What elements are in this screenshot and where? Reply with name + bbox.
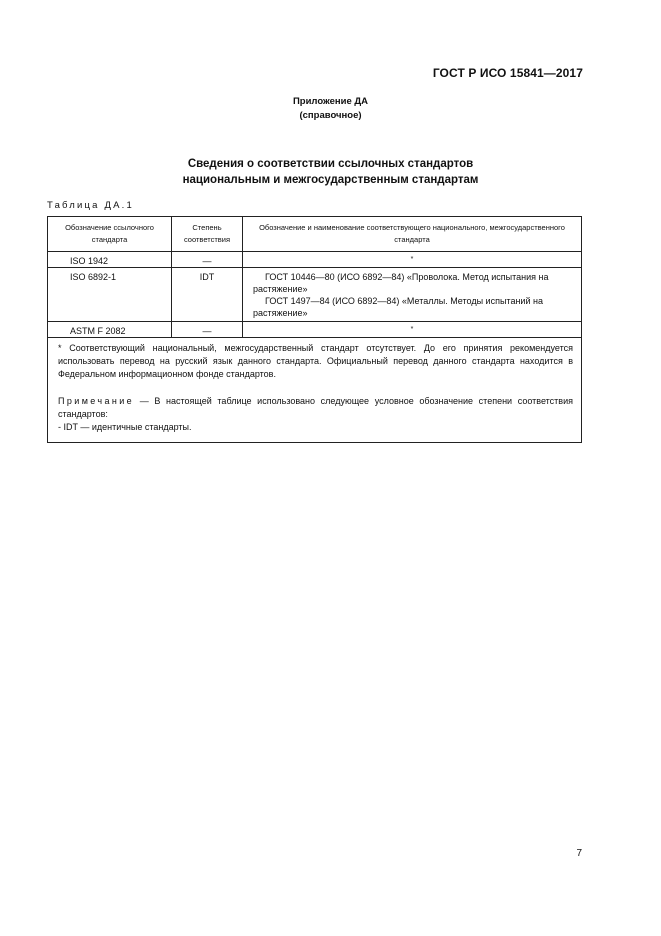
cell-reference: * [243, 322, 582, 338]
cell-degree: IDT [172, 268, 243, 322]
correspondence-table [47, 216, 582, 443]
table-footnotes [48, 338, 582, 443]
note-item: - IDT — идентичные стандарты. [58, 422, 192, 432]
footnote: * Соответствующий национальный, межгосударственный стандарт отсутствует. До его принятия рекомендуется использовать перевод на русский язык данного стандарта. Официальный перевод данного стандарта находится в Федеральном информационном фонде стандартов. [58, 343, 573, 379]
column-header-reference: Обозначение и наименование соответствующего национального, межгосударственного стандарта [243, 217, 582, 252]
cell-reference [243, 268, 582, 322]
cell-standard: ISO 6892-1 [48, 268, 172, 322]
table-row [48, 252, 582, 268]
page-number: 7 [576, 848, 582, 859]
table-row [48, 322, 582, 338]
table-caption: Таблица ДА.1 [47, 200, 134, 211]
document-code: ГОСТ Р ИСО 15841—2017 [432, 66, 583, 80]
table-header-row [48, 217, 582, 252]
cell-standard: ASTM F 2082 [48, 322, 172, 338]
note [58, 395, 573, 421]
table-row [48, 268, 582, 322]
column-header-standard: Обозначение ссылочного стандарта [48, 217, 172, 252]
heading-line-2: национальным и межгосударственным стандартам [182, 174, 479, 186]
cell-reference: * [243, 252, 582, 268]
cell-degree: — [172, 252, 243, 268]
note-text: — В настоящей таблице использовано следующее условное обозначение степени соответствия стандартов: [58, 396, 573, 419]
reference-line: ГОСТ 1497—84 (ИСО 6892—84) «Металлы. Методы испытаний на растяжение» [253, 296, 543, 318]
reference-line: ГОСТ 10446—80 (ИСО 6892—84) «Проволока. Метод испытания на растяжение» [253, 272, 549, 294]
note-label: Примечание [58, 396, 135, 406]
cell-degree: — [172, 322, 243, 338]
cell-standard: ISO 1942 [48, 252, 172, 268]
section-heading [0, 156, 661, 188]
column-header-degree: Степень соответствия [172, 217, 243, 252]
heading-line-1: Сведения о соответствии ссылочных стандартов [187, 158, 474, 170]
annex-title: Приложение ДА [292, 96, 369, 107]
annex-header [0, 95, 661, 123]
annex-subtitle: (справочное) [299, 110, 362, 121]
table-footer-row [48, 338, 582, 443]
